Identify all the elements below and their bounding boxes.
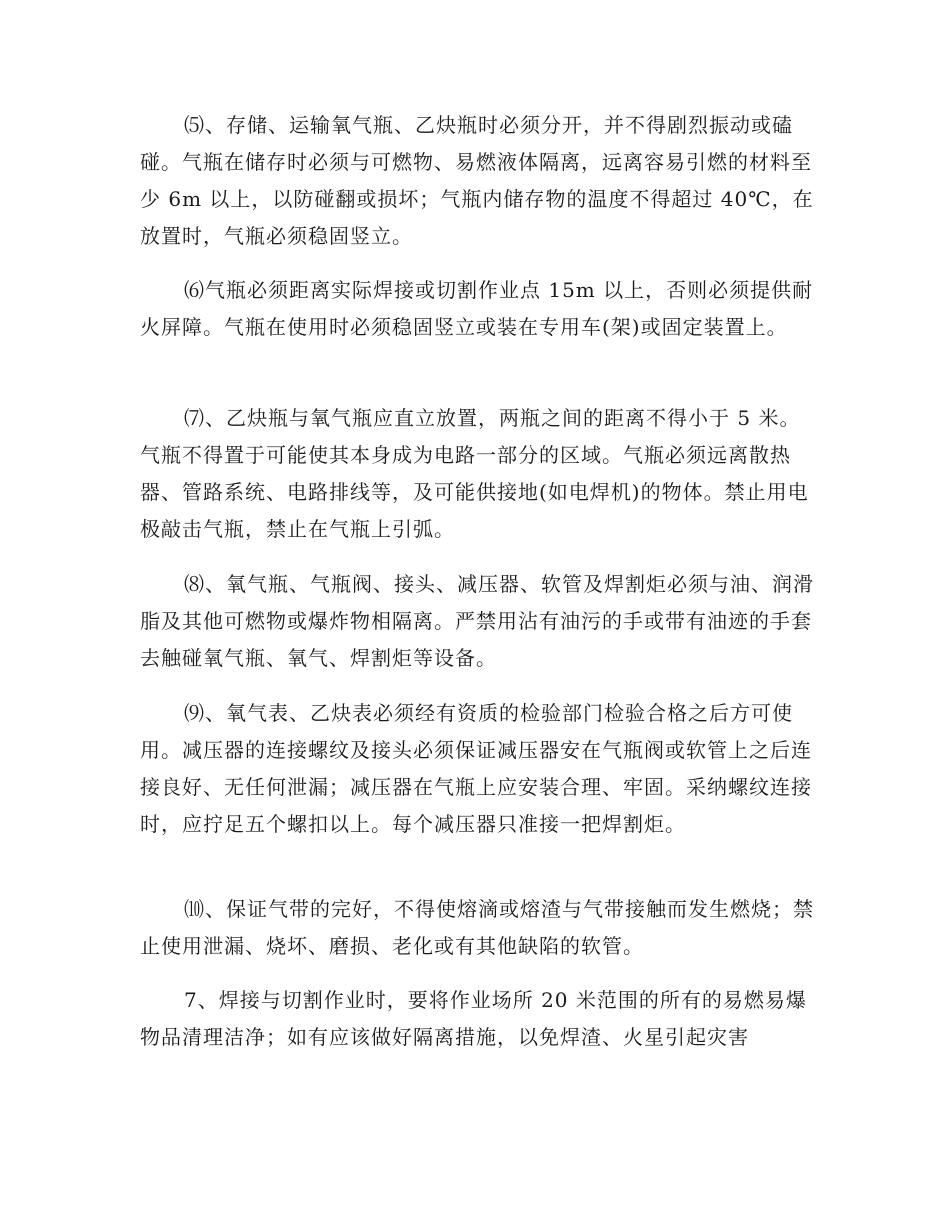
paragraph-item-5: ⑸、存储、运输氧气瓶、乙炔瓶时必须分开，并不得剧烈振动或磕碰。气瓶在储存时必须与可燃物、易燃液体隔离，远离容易引燃的材料至少 6m 以上，以防碰翻或损坏；气瓶内储存物的温度不得超过 40℃，在放置时，气瓶必须稳固竖立。 bbox=[140, 113, 814, 248]
paragraph-item-6: ⑹气瓶必须距离实际焊接或切割作业点 15m 以上，否则必须提供耐火屏障。气瓶在使用时必须稳固竖立或装在专用车(架)或固定装置上。 bbox=[140, 278, 814, 339]
paragraph-item-10: ⑽、保证气带的完好，不得使熔滴或熔渣与气带接触而发生燃烧；禁止使用泄漏、烧坏、磨损、老化或有其他缺陷的软管。 bbox=[140, 897, 814, 958]
paragraph-item-7: ⑺、乙炔瓶与氧气瓶应直立放置，两瓶之间的距离不得小于 5 米。气瓶不得置于可能使其本身成为电路一部分的区域。气瓶必须远离散热器、管路系统、电路排线等，及可能供接地(如电焊机)的物体。禁止用电极敲击气瓶，禁止在气瓶上引弧。 bbox=[140, 406, 809, 541]
paragraph-item-9: ⑼、氧气表、乙炔表必须经有资质的检验部门检验合格之后方可使用。减压器的连接螺纹及接头必须保证减压器安在气瓶阀或软管上之后连接良好、无任何泄漏；减压器在气瓶上应安装合理、牢固。采纳螺纹连接时，应拧足五个螺扣以上。每个减压器只准接一把焊割炬。 bbox=[140, 701, 812, 836]
paragraph-item-8: ⑻、氧气瓶、气瓶阀、接头、减压器、软管及焊割炬必须与油、润滑脂及其他可燃物或爆炸物相隔离。严禁用沾有油污的手或带有油迹的手套去触碰氧气瓶、氧气、焊割炬等设备。 bbox=[140, 572, 814, 670]
paragraph-section-7: 7、焊接与切割作业时，要将作业场所 20 米范围的所有的易燃易爆物品清理洁净；如有应该做好隔离措施，以免焊渣、火星引起灾害 bbox=[140, 988, 807, 1049]
